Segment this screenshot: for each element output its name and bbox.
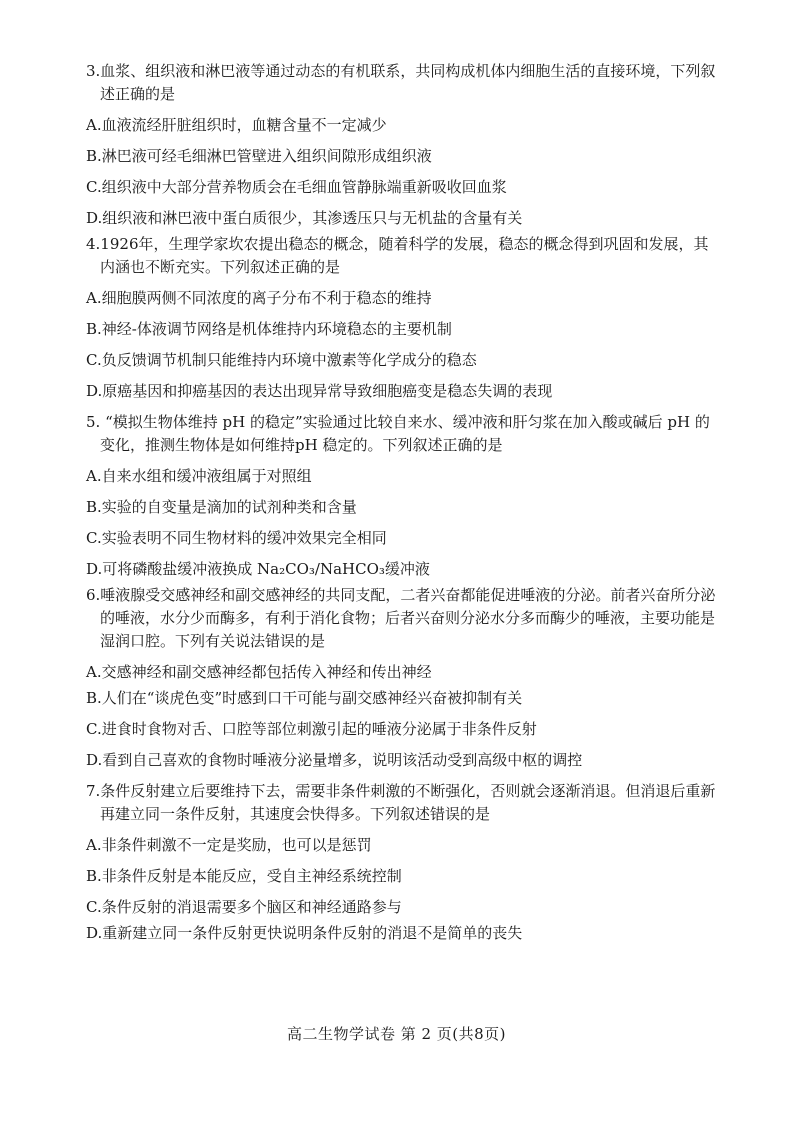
question-stem: 6.唾液腺受交感神经和副交感神经的共同支配，二者兴奋都能促进唾液的分泌。前者兴奋所分泌的唾液，水分少而酶多，有利于消化食物；后者兴奋则分泌水分多而酶少的唾液，主要功能是湿润口腔。下列有关说法错误的是: [86, 586, 716, 650]
question-stem: 5. “模拟生物体维持 pH 的稳定”实验通过比较自来水、缓冲液和肝匀浆在加入酸或碱后 pH 的变化，推测生物体是如何维持pH 稳定的。下列叙述正确的是: [86, 413, 710, 454]
option-b: B.神经-体液调节网络是机体维持内环境稳态的主要机制: [86, 320, 452, 338]
question-3: [86, 60, 716, 230]
question-stem: 4.1926年，生理学家坎农提出稳态的概念，随着科学的发展，稳态的概念得到巩固和发展，其内涵也不断充实。下列叙述正确的是: [86, 235, 709, 276]
question-6: [86, 584, 716, 772]
option-b: B.淋巴液可经毛细淋巴管壁进入组织间隙形成组织液: [86, 147, 432, 165]
option-a: A.交感神经和副交感神经都包括传入神经和传出神经: [86, 663, 432, 681]
option-a: A.细胞膜两侧不同浓度的离子分布不利于稳态的维持: [86, 289, 432, 307]
option-b: B.人们在“谈虎色变”时感到口干可能与副交感神经兴奋被抑制有关: [86, 689, 523, 707]
page-footer: 高二生物学试卷 第 2 页(共8页): [286, 1025, 507, 1043]
option-a: A.血液流经肝脏组织时，血糖含量不一定减少: [86, 116, 387, 134]
option-d: D.原癌基因和抑癌基因的表达出现异常导致细胞癌变是稳态失调的表现: [86, 382, 553, 400]
option-b: B.实验的自变量是滴加的试剂种类和含量: [86, 498, 357, 516]
option-c: C.实验表明不同生物材料的缓冲效果完全相同: [86, 529, 387, 547]
option-d: D.重新建立同一条件反射更快说明条件反射的消退不是简单的丧失: [86, 924, 523, 942]
option-a: A.非条件刺激不一定是奖励，也可以是惩罚: [86, 836, 372, 854]
option-d: D.组织液和淋巴液中蛋白质很少，其渗透压只与无机盐的含量有关: [86, 209, 523, 227]
question-stem: 3.血浆、组织液和淋巴液等通过动态的有机联系，共同构成机体内细胞生活的直接环境，下列叙述正确的是: [86, 62, 716, 103]
option-c: C.条件反射的消退需要多个脑区和神经通路参与: [86, 898, 402, 916]
question-5: [86, 411, 716, 581]
option-d: D.看到自己喜欢的食物时唾液分泌量增多，说明该活动受到高级中枢的调控: [86, 751, 583, 769]
question-4: [86, 233, 716, 403]
question-stem: 7.条件反射建立后要维持下去，需要非条件刺激的不断强化，否则就会逐渐消退。但消退后重新再建立同一条件反射，其速度会快得多。下列叙述错误的是: [86, 782, 716, 823]
question-7: [86, 780, 716, 945]
option-c: C.负反馈调节机制只能维持内环境中激素等化学成分的稳态: [86, 351, 477, 369]
option-c: C.进食时食物对舌、口腔等部位刺激引起的唾液分泌属于非条件反射: [86, 720, 537, 738]
option-b: B.非条件反射是本能反应，受自主神经系统控制: [86, 867, 402, 885]
option-d: D.可将磷酸盐缓冲液换成 Na₂CO₃/NaHCO₃缓冲液: [86, 560, 430, 578]
option-c: C.组织液中大部分营养物质会在毛细血管静脉端重新吸收回血浆: [86, 178, 507, 196]
option-a: A.自来水组和缓冲液组属于对照组: [86, 467, 312, 485]
exam-page: [86, 60, 716, 953]
